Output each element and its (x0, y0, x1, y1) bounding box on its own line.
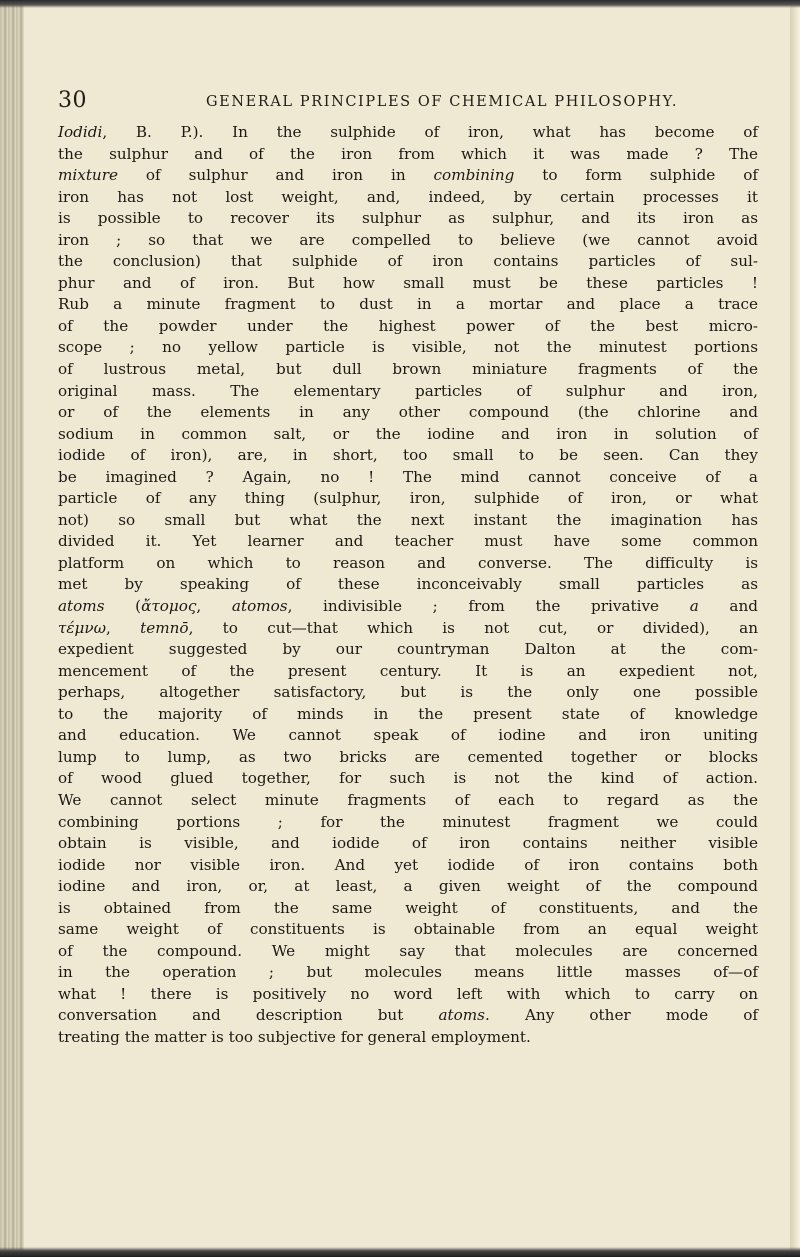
text-line (58, 790, 758, 812)
text-line (58, 919, 758, 941)
text-line (58, 122, 758, 144)
text-line (58, 359, 758, 381)
text-segment: conversation and description but (58, 1006, 439, 1025)
text-segment: the sulphur and of the iron from which it was made ? The (58, 144, 758, 163)
text-line (58, 704, 758, 726)
text-segment: and (698, 597, 758, 616)
text-segment: obtain is visible, and iodide of iron contains neither visible (58, 834, 758, 853)
text-line (58, 639, 758, 661)
text-segment: be imagined ? Again, no ! The mind cannot conceive of a (58, 467, 758, 486)
text-line (58, 381, 758, 403)
text-segment: perhaps, altogether satisfactory, but is the only one possible (58, 683, 758, 702)
text-line (58, 1027, 758, 1049)
text-segment: , (106, 618, 141, 637)
text-line (58, 488, 758, 510)
text-line (58, 165, 758, 187)
text-line (58, 833, 758, 855)
text-line (58, 812, 758, 834)
text-line (58, 876, 758, 898)
text-line (58, 725, 758, 747)
page-top-edge (0, 0, 800, 8)
text-line (58, 337, 758, 359)
text-segment: , indivisible ; from the privative (287, 597, 690, 616)
text-segment: ( (104, 597, 142, 616)
text-line (58, 424, 758, 446)
page-right-edge (790, 0, 800, 1257)
text-line (58, 682, 758, 704)
text-segment: , (196, 597, 232, 616)
text-line (58, 144, 758, 166)
text-segment: of sulphur and iron in (117, 166, 434, 185)
text-segment: of the powder under the highest power of the best micro- (58, 316, 758, 335)
text-segment: phur and of iron. But how small must be these particles ! (58, 273, 758, 292)
text-segment: , B. P.). In the sulphide of iron, what has become of (102, 123, 758, 141)
text-segment: original mass. The elementary particles of sulphur and iron, (58, 381, 758, 400)
text-segment: of wood glued together, for such is not the kind of action. (58, 769, 758, 788)
text-segment: iron has not lost weight, and, indeed, by certain processes it (58, 187, 758, 206)
text-segment: same weight of constituents is obtainable from an equal weight (58, 920, 758, 939)
text-line (58, 251, 758, 273)
text-segment: and education. We cannot speak of iodine and iron uniting (58, 726, 758, 745)
italic-text: atomos (231, 597, 288, 616)
text-line (58, 531, 758, 553)
body-paragraph (58, 122, 758, 1049)
text-segment: sodium in common salt, or the iodine and iron in solution of (58, 424, 758, 443)
text-segment: iodine and iron, or, at least, a given weight of the compound (58, 877, 758, 896)
running-head: GENERAL PRINCIPLES OF CHEMICAL PHILOSOPHY. (206, 94, 679, 110)
text-line (58, 402, 758, 424)
text-line (58, 661, 758, 683)
page-bottom-edge (0, 1247, 800, 1257)
text-segment: scope ; no yellow particle is visible, not the minutest portions (58, 338, 758, 357)
page-binding-edge (0, 0, 24, 1257)
text-segment: of the compound. We might say that molecules are concerned (58, 941, 758, 960)
italic-text: Iodidi (58, 123, 103, 141)
text-line (58, 467, 758, 489)
text-segment: Rub a minute fragment to dust in a mortar and place a trace (58, 295, 758, 314)
text-segment: . Any other mode of (484, 1006, 758, 1025)
text-line (58, 187, 758, 209)
text-segment: particle of any thing (sulphur, iron, sulphide of iron, or what (58, 489, 758, 508)
italic-text: combining (433, 166, 515, 185)
text-line (58, 553, 758, 575)
italic-text: ἄτομος (141, 597, 197, 616)
text-segment: iodide nor visible iron. And yet iodide of iron contains both (58, 855, 758, 874)
text-segment: combining portions ; for the minutest fragment we could (58, 812, 758, 831)
text-segment: or of the elements in any other compound (the chlorine and (58, 403, 758, 422)
text-segment: of lustrous metal, but dull brown miniature fragments of the (58, 360, 758, 379)
italic-text: temnō (140, 618, 189, 637)
text-segment: , to cut—that which is not cut, or divided), an (188, 618, 758, 637)
text-line (58, 962, 758, 984)
text-segment: platform on which to reason and converse. The difficulty is (58, 553, 758, 572)
text-line (58, 316, 758, 338)
text-line (58, 510, 758, 532)
text-segment: mencement of the present century. It is an expedient not, (58, 661, 758, 680)
text-line (58, 1005, 758, 1027)
text-segment: to form sulphide of (514, 166, 758, 185)
italic-text: atoms (58, 597, 105, 616)
text-line (58, 596, 758, 618)
italic-text: τέμνω (58, 618, 107, 637)
text-segment: the conclusion) that sulphide of iron contains particles of sul- (58, 252, 758, 271)
text-segment: iron ; so that we are compelled to believe (we cannot avoid (58, 230, 758, 249)
italic-text: mixture (58, 166, 118, 185)
text-line (58, 984, 758, 1006)
text-line (58, 898, 758, 920)
italic-text: a (689, 597, 699, 616)
text-segment: iodide of iron), are, in short, too small to be seen. Can they (58, 446, 758, 465)
text-segment: to the majority of minds in the present state of knowledge (58, 704, 758, 723)
text-line (58, 273, 758, 295)
text-segment: expedient suggested by our countryman Dalton at the com- (58, 640, 758, 659)
text-line (58, 618, 758, 640)
text-segment: treating the matter is too subjective for general employment. (58, 1027, 531, 1046)
text-segment: not) so small but what the next instant the imagination has (58, 510, 758, 529)
text-segment: met by speaking of these inconceivably small particles as (58, 575, 758, 594)
text-line (58, 747, 758, 769)
text-segment: is obtained from the same weight of constituents, and the (58, 898, 758, 917)
text-segment: in the operation ; but molecules means little masses of—of (58, 963, 758, 982)
text-line (58, 768, 758, 790)
text-line (58, 574, 758, 596)
text-line (58, 941, 758, 963)
text-line (58, 294, 758, 316)
italic-text: atoms (438, 1006, 485, 1025)
text-segment: what ! there is positively no word left with which to carry on (58, 984, 758, 1003)
text-segment: lump to lump, as two bricks are cemented together or blocks (58, 747, 758, 766)
text-line (58, 855, 758, 877)
text-line (58, 445, 758, 467)
text-segment: We cannot select minute fragments of each to regard as the (58, 790, 758, 809)
text-line (58, 208, 758, 230)
page-number: 30 (58, 88, 87, 113)
text-line (58, 230, 758, 252)
text-segment: divided it. Yet learner and teacher must have some common (58, 532, 758, 551)
text-segment: is possible to recover its sulphur as sulphur, and its iron as (58, 209, 758, 228)
